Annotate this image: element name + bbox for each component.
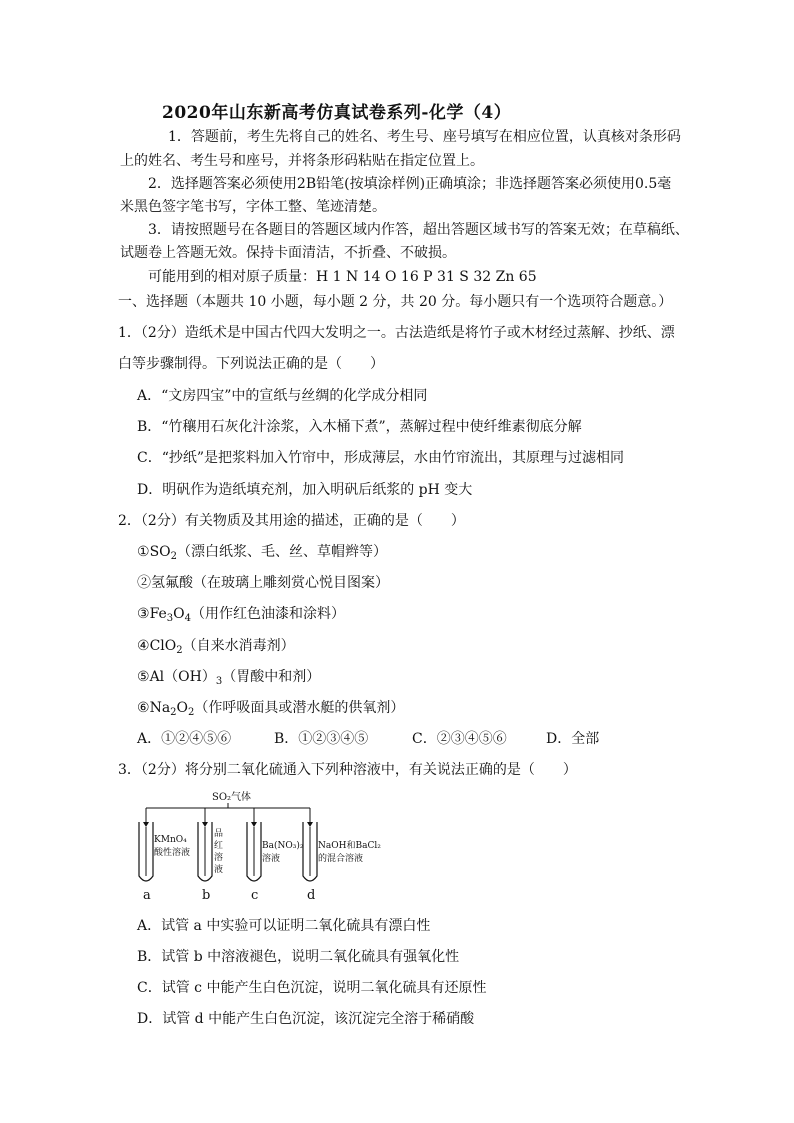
q3-option-d: D．试管 d 中能产生白色沉淀，该沉淀完全溶于稀硝酸: [137, 1011, 475, 1027]
tube-d-label-1: NaOH和BaCl₂: [318, 841, 381, 851]
q1-option-c: C．“抄纸”是把浆料加入竹帘中，形成薄层，水由竹帘流出，其原理与过滤相同: [137, 450, 625, 466]
q2-item-4: ④ClO$_2$（自来水消毒剂）: [137, 638, 295, 656]
q2-item-5: $⑤Al(OH)_3$（胃酸中和剂）: [137, 669, 321, 687]
gas-label: SO₂气体: [212, 792, 252, 803]
tube-b-label-4: 液: [214, 865, 224, 875]
q2-item-1: $①SO_2$（漂白纸浆、毛、丝、草帽辫等）: [137, 544, 388, 562]
q3-option-b: B．试管 b 中溶液褪色，说明二氧化硫具有强氧化性: [137, 949, 460, 965]
tube-a-label-2: 酸性溶液: [154, 848, 191, 858]
tube-b-label-2: 红: [214, 841, 224, 851]
q2-stem: 2．（2分）有关物质及其用途的描述，正确的是（ ）: [118, 513, 465, 529]
q2-option-c: C．②③④⑤⑥: [412, 731, 507, 747]
so2-test-tube-diagram: [130, 786, 400, 904]
q2-item-2: ②氢氟酸（在玻璃上雕刻赏心悦目图案）: [137, 575, 389, 591]
tube-a-letter: a: [143, 888, 151, 903]
atomic-mass-line: 可能用到的相对原子质量：H 1 N 14 O 16 P 31 S 32 Zn 65: [148, 269, 537, 285]
instruction-line-6: 试题卷上答题无效。保持卡面清洁，不折叠、不破损。: [120, 245, 456, 261]
q2-item-6: $⑥Na_2O_2$（作呼吸面具或潜水艇的供氧剂）: [137, 700, 405, 718]
q2-option-b: B．①②③④⑤: [274, 731, 369, 747]
q3-option-c: C．试管 c 中能产生白色沉淀，说明二氧化硫具有还原性: [137, 980, 487, 996]
page-title: 2020年山东新高考仿真试卷系列-化学（4）: [162, 103, 512, 123]
instruction-line-4: 米黑色签字笔书写，字体工整、笔迹清楚。: [120, 199, 386, 215]
q1-stem-line-2: 白等步骤制得。下列说法正确的是（ ）: [118, 356, 384, 372]
q1-stem-line-1: 1．（2分）造纸术是中国古代四大发明之一。古法造纸是将竹子或木材经过蒸解、抄纸、漂: [118, 325, 675, 341]
instruction-line-5: 3．请按照题号在各题目的答题区域内作答，超出答题区域书写的答案无效；在草稿纸、: [148, 222, 689, 238]
tube-b-label-1: 品: [214, 829, 224, 839]
tube-b-label-3: 溶: [214, 853, 224, 863]
q2-option-d: D．全部: [546, 731, 600, 747]
tube-d-letter: d: [307, 888, 316, 903]
instruction-line-1: 1．答题前，考生先将自己的姓名、考生号、座号填写在相应位置，认真核对条形码: [168, 129, 681, 145]
q1-option-d: D．明矾作为造纸填充剂，加入明矾后纸浆的 pH 变大: [137, 482, 473, 498]
instruction-line-2: 上的姓名、考生号和座号，并将条形码粘贴在指定位置上。: [120, 153, 484, 169]
q1-option-a: A．“文房四宝”中的宣纸与丝绸的化学成分相同: [137, 388, 428, 404]
tube-a-label-1: KMnO₄: [154, 835, 187, 845]
tube-d-label-2: 的混合溶液: [318, 854, 364, 864]
tube-c-letter: c: [251, 888, 259, 903]
tube-c-label-1: Ba(NO₃)₂: [262, 841, 304, 851]
tube-c-label-2: 溶液: [262, 854, 281, 864]
q3-stem: 3．（2分）将分别二氧化硫通入下列种溶液中，有关说法正确的是（ ）: [118, 762, 577, 778]
instruction-line-3: 2．选择题答案必须使用2B铅笔(按填涂样例)正确填涂；非选择题答案必须使用0.5毫: [148, 176, 672, 192]
tube-b-letter: b: [202, 888, 211, 903]
q2-option-a: A．①②④⑤⑥: [137, 731, 232, 747]
q2-item-3: $③Fe_3O_4$（用作红色油漆和涂料）: [137, 606, 346, 624]
q1-option-b: B．“竹穰用石灰化汁涂浆，入木桶下煮”，蒸解过程中使纤维素彻底分解: [137, 419, 582, 435]
section-heading: 一、选择题（本题共 10 小题，每小题 2 分，共 20 分。每小题只有一个选项符合题意。）: [118, 294, 673, 310]
q3-option-a: A．试管 a 中实验可以证明二氧化硫具有漂白性: [137, 918, 431, 934]
